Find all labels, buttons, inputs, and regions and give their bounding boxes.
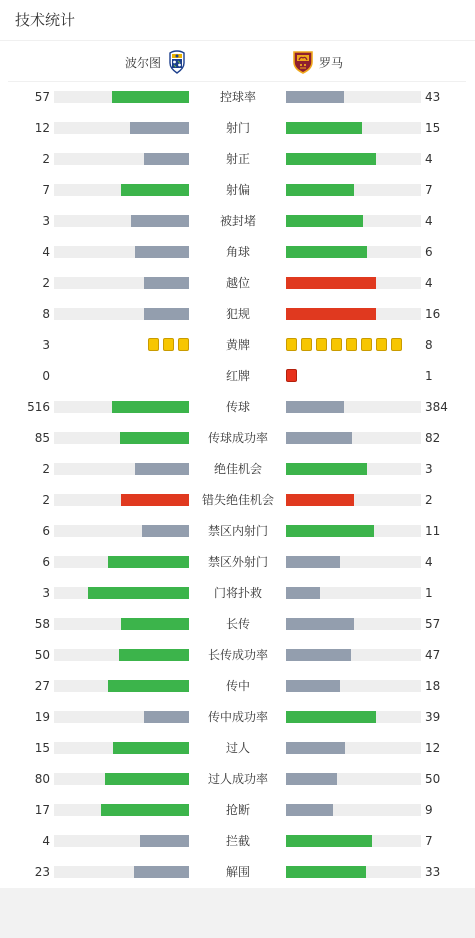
yellow-card-icon [331,338,342,351]
away-stat-value: 12 [425,741,441,755]
fc-porto-crest-icon [166,50,188,74]
away-stat-value: 7 [425,183,433,197]
stat-row [0,490,475,510]
as-roma-crest-icon [292,50,314,74]
away-stat-bar [286,432,421,444]
stat-row [0,521,475,541]
home-stat-bar [54,401,189,413]
stat-row [0,242,475,262]
stat-row [0,149,475,169]
stat-label: 禁区内射门 [207,524,268,538]
stat-label: 犯规 [225,307,250,321]
stat-row [0,366,475,386]
home-yellow-cards [148,338,189,352]
home-stat-bar [54,308,189,320]
away-stat-value: 9 [425,803,433,817]
stat-row [0,459,475,479]
stat-label: 传球 [225,400,250,414]
away-stat-bar-fill [286,680,340,692]
stat-label: 被封堵 [219,214,256,228]
away-stat-value: 15 [425,121,441,135]
home-stat-value: 6 [42,524,50,538]
away-stat-value: 1 [425,369,433,383]
away-stat-bar-fill [286,742,345,754]
home-stat-value: 7 [42,183,50,197]
home-stat-value: 3 [42,586,50,600]
stat-label: 解围 [225,865,250,879]
stat-label: 长传成功率 [207,648,268,662]
away-stat-value: 384 [425,400,448,414]
away-yellow-cards [286,338,402,352]
home-stat-bar [54,494,189,506]
home-stat-value: 4 [42,245,50,259]
stat-row [0,273,475,293]
stat-label: 传球成功率 [207,431,268,445]
away-stat-bar [286,649,421,661]
home-stat-bar-fill [142,525,189,537]
stat-row [0,614,475,634]
stat-label: 传中成功率 [207,710,268,724]
yellow-card-icon [163,338,174,351]
home-stat-bar-fill [131,215,189,227]
home-stat-bar [54,742,189,754]
home-stat-bar-fill [120,432,189,444]
yellow-card-icon [148,338,159,351]
away-stat-value: 33 [425,865,441,879]
away-stat-bar [286,184,421,196]
stat-row [0,676,475,696]
home-stat-value: 6 [42,555,50,569]
home-stat-bar-fill [108,680,189,692]
home-stat-bar [54,246,189,258]
away-stat-bar [286,494,421,506]
home-stat-value: 3 [42,214,50,228]
away-red-cards [286,369,297,383]
home-stat-bar-fill [140,835,189,847]
yellow-card-icon [301,338,312,351]
home-stat-bar [54,525,189,537]
stat-row [0,645,475,665]
away-stat-value: 4 [425,555,433,569]
stat-label: 黄牌 [225,338,250,352]
home-stat-bar [54,618,189,630]
home-stat-value: 58 [34,617,50,631]
home-stat-bar-fill [144,308,189,320]
home-stat-bar-fill [121,618,189,630]
away-stat-bar [286,153,421,165]
away-stat-value: 39 [425,710,441,724]
away-stat-bar-fill [286,556,340,568]
away-stat-bar [286,401,421,413]
stat-row [0,211,475,231]
home-stat-bar-fill [134,866,189,878]
away-stat-bar [286,91,421,103]
stat-label: 错失绝佳机会 [201,493,274,507]
home-stat-value: 516 [27,400,50,414]
away-stat-bar-fill [286,153,376,165]
away-team-name: 罗马 [319,55,344,70]
home-stat-value: 57 [34,90,50,104]
away-stat-bar-fill [286,773,337,785]
yellow-card-icon [178,338,189,351]
away-stat-value: 7 [425,834,433,848]
home-stat-value: 27 [34,679,50,693]
home-stat-bar [54,277,189,289]
home-stat-value: 80 [34,772,50,786]
away-stat-bar-fill [286,91,344,103]
home-stat-bar-fill [88,587,189,599]
home-team-name: 波尔图 [124,55,161,70]
stat-row [0,397,475,417]
away-stat-bar-fill [286,525,374,537]
home-stat-bar-fill [108,556,189,568]
away-stat-bar-fill [286,401,344,413]
away-stat-value: 43 [425,90,441,104]
away-stat-bar-fill [286,122,362,134]
away-stat-bar [286,122,421,134]
home-stat-bar-fill [130,122,189,134]
home-stat-bar-fill [121,494,189,506]
home-stat-value: 3 [42,338,50,352]
yellow-card-icon [316,338,327,351]
away-stat-bar [286,463,421,475]
home-stat-bar-fill [112,401,189,413]
away-stat-bar-fill [286,711,376,723]
home-stat-bar-fill [144,277,189,289]
home-stat-value: 17 [34,803,50,817]
away-stat-value: 18 [425,679,441,693]
home-stat-bar [54,432,189,444]
home-stat-value: 85 [34,431,50,445]
away-stat-bar [286,680,421,692]
away-team[interactable] [292,50,343,74]
stat-row [0,583,475,603]
stat-label: 禁区外射门 [207,555,268,569]
stat-label: 门将扑救 [213,586,262,600]
home-stat-bar-fill [105,773,189,785]
stat-label: 角球 [225,245,250,259]
home-stat-value: 2 [42,462,50,476]
stat-label: 抢断 [225,803,250,817]
stat-label: 过人成功率 [207,772,268,786]
home-stat-bar [54,91,189,103]
away-stat-bar [286,835,421,847]
home-stat-bar [54,463,189,475]
red-card-icon [286,369,297,382]
away-stat-bar [286,866,421,878]
home-stat-bar-fill [113,742,189,754]
away-stat-value: 50 [425,772,441,786]
away-stat-value: 2 [425,493,433,507]
stat-row [0,769,475,789]
home-stat-bar [54,835,189,847]
home-stat-bar [54,556,189,568]
home-stat-bar-fill [144,711,189,723]
stat-row [0,862,475,882]
away-stat-bar-fill [286,184,354,196]
stat-label: 拦截 [225,834,250,848]
away-stat-value: 11 [425,524,441,538]
home-team[interactable] [125,50,188,74]
divider [8,81,466,82]
stat-label: 过人 [225,741,250,755]
stat-label: 射偏 [225,183,250,197]
away-stat-bar-fill [286,246,367,258]
home-stat-bar-fill [144,153,189,165]
stat-row [0,831,475,851]
stat-label: 控球率 [219,90,256,104]
away-stat-bar [286,773,421,785]
home-stat-bar [54,680,189,692]
away-stat-bar [286,525,421,537]
stat-row [0,552,475,572]
home-stat-value: 2 [42,493,50,507]
away-stat-bar-fill [286,835,372,847]
stat-row [0,87,475,107]
away-stat-bar [286,742,421,754]
away-stat-value: 47 [425,648,441,662]
stat-label: 传中 [225,679,250,693]
home-stat-bar-fill [135,463,189,475]
yellow-card-icon [391,338,402,351]
yellow-card-icon [286,338,297,351]
home-stat-bar [54,215,189,227]
stat-label: 射门 [225,121,250,135]
home-stat-value: 19 [34,710,50,724]
stat-row [0,738,475,758]
stat-row [0,335,475,355]
home-stat-bar [54,773,189,785]
away-stat-bar [286,711,421,723]
away-stat-bar [286,618,421,630]
divider [0,40,475,41]
away-stat-bar-fill [286,804,333,816]
stat-row [0,180,475,200]
home-stat-bar [54,153,189,165]
away-stat-bar [286,215,421,227]
home-stat-value: 0 [42,369,50,383]
away-stat-bar [286,587,421,599]
stat-label: 射正 [225,152,250,166]
yellow-card-icon [361,338,372,351]
away-stat-value: 82 [425,431,441,445]
home-stat-value: 8 [42,307,50,321]
home-stat-value: 50 [34,648,50,662]
stat-row [0,304,475,324]
home-stat-bar-fill [121,184,189,196]
away-stat-value: 3 [425,462,433,476]
home-stat-bar-fill [112,91,189,103]
stat-label: 红牌 [225,369,250,383]
away-stat-value: 57 [425,617,441,631]
away-stat-value: 6 [425,245,433,259]
away-stat-value: 4 [425,276,433,290]
home-stat-bar [54,184,189,196]
home-stat-bar [54,587,189,599]
home-stat-bar [54,122,189,134]
home-stat-value: 15 [34,741,50,755]
away-stat-bar-fill [286,432,352,444]
away-stat-value: 16 [425,307,441,321]
home-stat-value: 4 [42,834,50,848]
home-stat-value: 12 [34,121,50,135]
away-stat-bar-fill [286,866,366,878]
home-stat-bar-fill [101,804,189,816]
home-stat-bar [54,804,189,816]
away-stat-bar-fill [286,277,376,289]
yellow-card-icon [376,338,387,351]
away-stat-bar-fill [286,494,354,506]
page-footer-area [0,888,475,938]
stat-label: 绝佳机会 [213,462,262,476]
away-stat-bar-fill [286,649,351,661]
away-stat-value: 4 [425,214,433,228]
away-stat-bar-fill [286,463,367,475]
stat-label: 长传 [225,617,250,631]
home-stat-value: 2 [42,152,50,166]
stat-row [0,118,475,138]
away-stat-bar [286,804,421,816]
away-stat-bar [286,308,421,320]
away-stat-bar-fill [286,215,363,227]
away-stat-bar [286,556,421,568]
away-stat-bar-fill [286,308,376,320]
away-stat-bar-fill [286,587,320,599]
home-stat-value: 23 [34,865,50,879]
away-stat-value: 4 [425,152,433,166]
stat-label: 越位 [225,276,250,290]
stat-row [0,800,475,820]
home-stat-value: 2 [42,276,50,290]
away-stat-bar-fill [286,618,354,630]
stat-row [0,707,475,727]
home-stat-bar [54,649,189,661]
away-stat-bar [286,246,421,258]
home-stat-bar-fill [119,649,189,661]
home-stat-bar [54,866,189,878]
stat-row [0,428,475,448]
yellow-card-icon [346,338,357,351]
away-stat-bar [286,277,421,289]
page-title: 技术统计 [15,11,76,29]
away-stat-value: 1 [425,586,433,600]
home-stat-bar-fill [135,246,189,258]
home-stat-bar [54,711,189,723]
away-stat-value: 8 [425,338,433,352]
